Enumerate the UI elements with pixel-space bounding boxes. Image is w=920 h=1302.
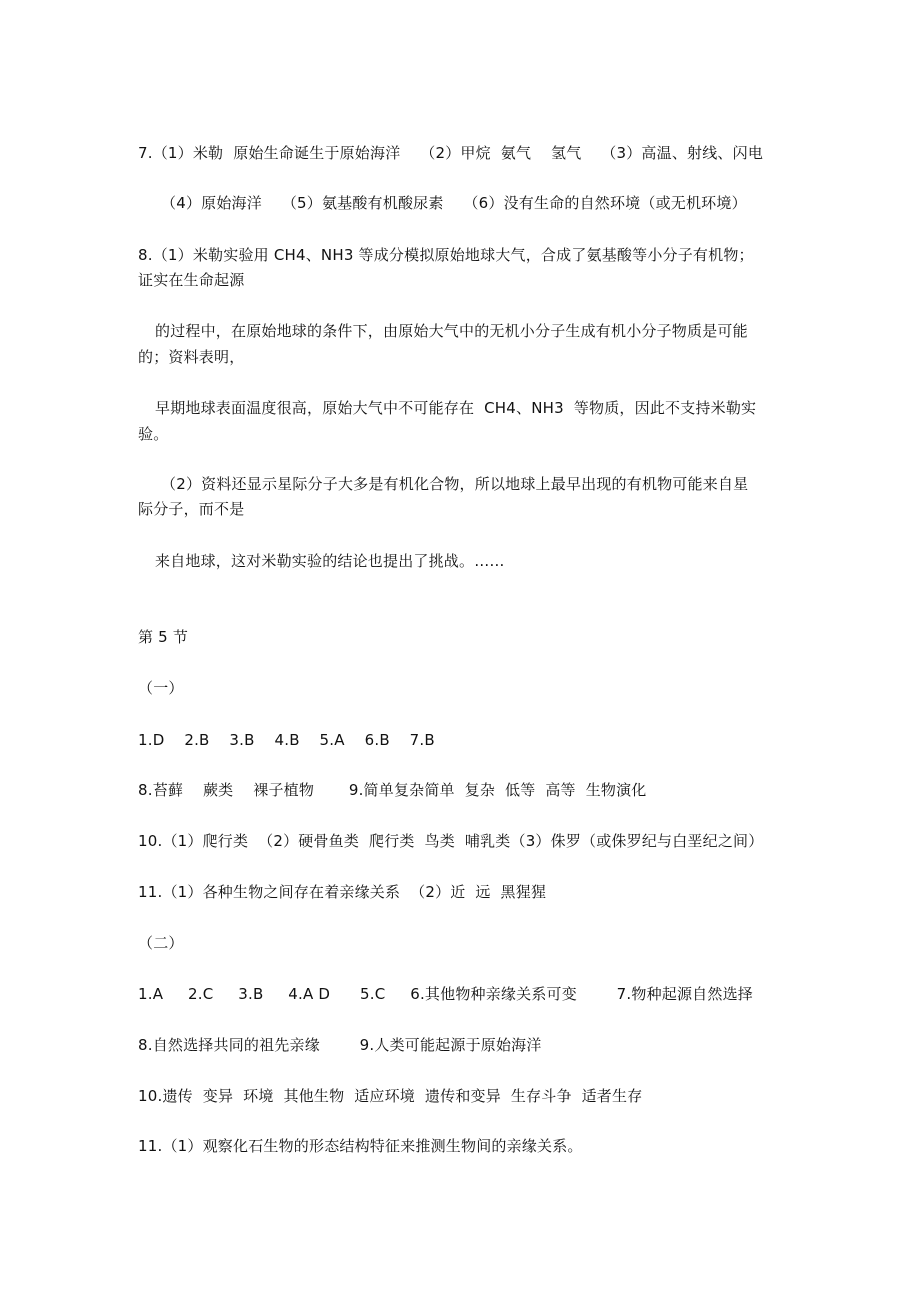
answer-line-7-part2: （4）原始海洋 （5）氨基酸有机酸尿素 （6）没有生命的自然环境（或无机环境） <box>161 194 747 212</box>
subsection-heading-1: （一） <box>138 679 184 697</box>
answer-line-b-8-9: 8.自然选择共同的祖先亲缘 9.人类可能起源于原始海洋 <box>138 1036 542 1054</box>
answer-line-8-part4-cont: 际分子，而不是 <box>138 500 245 518</box>
answer-line-1-7: 1.D 2.B 3.B 4.B 5.A 6.B 7.B <box>138 731 435 749</box>
answer-line-b-11: 11.（1）观察化石生物的形态结构特征来推测生物间的亲缘关系。 <box>138 1137 583 1155</box>
answer-line-8-9: 8.苔藓 蕨类 裸子植物 9.简单复杂简单 复杂 低等 高等 生物演化 <box>138 781 647 799</box>
subsection-heading-2: （二） <box>138 934 184 952</box>
answer-line-11: 11.（1）各种生物之间存在着亲缘关系 （2）近 远 黑猩猩 <box>138 883 547 901</box>
answer-line-8-part2-cont: 的；资料表明， <box>138 348 245 366</box>
answer-line-8-part3-cont: 验。 <box>138 425 169 443</box>
answer-line-10: 10.（1）爬行类 （2）硬骨鱼类 爬行类 鸟类 哺乳类（3）侏罗（或侏罗纪与白垩纪之间） <box>138 832 764 850</box>
answer-line-8-part2: 的过程中，在原始地球的条件下，由原始大气中的无机小分子生成有机小分子物质是可能 <box>155 322 748 340</box>
answer-line-8-part1: 8.（1）米勒实验用 CH4、NH3 等成分模拟原始地球大气，合成了氨基酸等小分子有机物； <box>138 246 754 264</box>
answer-line-7-part1: 7.（1）米勒 原始生命诞生于原始海洋 （2）甲烷 氨气 氢气 （3）高温、射线、闪电 <box>138 144 764 162</box>
answer-line-b-1-7: 1.A 2.C 3.B 4.A D 5.C 6.其他物种亲缘关系可变 7.物种起源自然选择 <box>138 985 753 1003</box>
answer-line-8-part3: 早期地球表面温度很高，原始大气中不可能存在 CH4、NH3 等物质，因此不支持米勒实 <box>155 399 757 417</box>
answer-line-b-10: 10.遗传 变异 环境 其他生物 适应环境 遗传和变异 生存斗争 适者生存 <box>138 1087 643 1105</box>
section-heading: 第 5 节 <box>138 628 189 646</box>
answer-line-8-part1-cont: 证实在生命起源 <box>138 271 245 289</box>
answer-line-8-part5: 来自地球，这对米勒实验的结论也提出了挑战。…… <box>155 552 505 570</box>
answer-line-8-part4: （2）资料还显示星际分子大多是有机化合物，所以地球上最早出现的有机物可能来自星 <box>161 475 749 493</box>
